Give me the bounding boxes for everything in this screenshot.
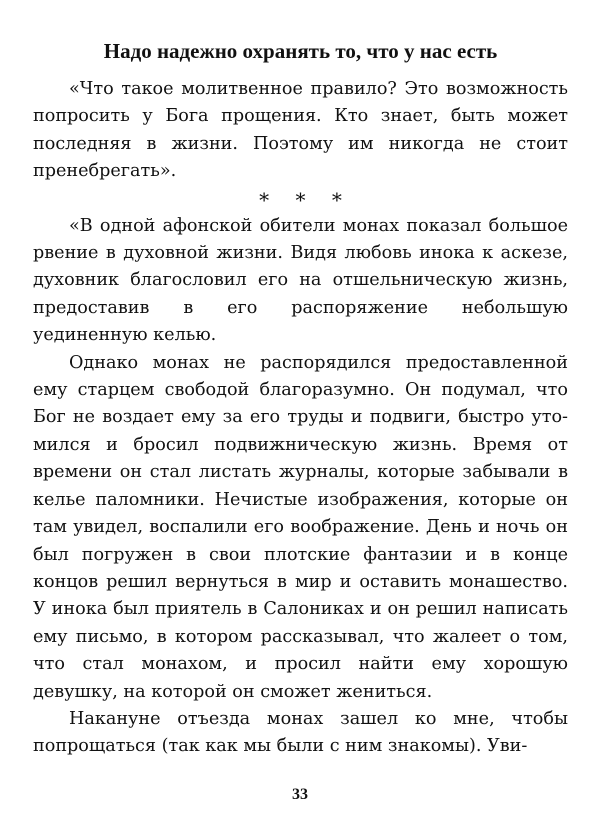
section-separator: * * * [259, 187, 352, 212]
page-title: Надо надежно охранять то, что у нас есть [103, 39, 498, 63]
paragraph-athos-monk: «В одной афонской обители монах показал большое рвение в духовной жизни. Видя любовь инока к аскезе, духовник благословил его на отшельническую жизнь, предоставив в его распоряжение небольшую уединенную келью. [33, 215, 568, 346]
page-number: 33 [292, 786, 308, 803]
paragraph-monk-story: Однако монах не распорядился предоставленной ему старцем свободой благоразумно. Он подумал, что Бог не воздает ему за его труды и подвиги, быстро утомился и бросил подвижническую жизнь. Время от времени он стал листать журналы, которые забывали в келье паломники. Нечистые изображения, которые он там увидел, воспалили его воображение. День и ночь он был погружен в свои плотские фантазии и в конце концов решил вернуться в мир и оставить монашество. У инока был приятель в Салониках и он решил написать ему письмо, в котором рассказывал, что жалеет о том, что стал монахом, и просил найти ему хорошую девушку, на которой он сможет жениться. [33, 352, 568, 702]
paragraph-departure: Накануне отъезда монах зашел ко мне, чтобы попрощаться (так как мы были с ним знакомы). Уви- [33, 708, 568, 757]
paragraph-prayer-rule: «Что такое молитвенное правило? Это возможность попросить у Бога прощения. Кто знает, быть может последняя в жизни. Поэтому им никогда не стоит пренебрегать». [33, 79, 568, 182]
